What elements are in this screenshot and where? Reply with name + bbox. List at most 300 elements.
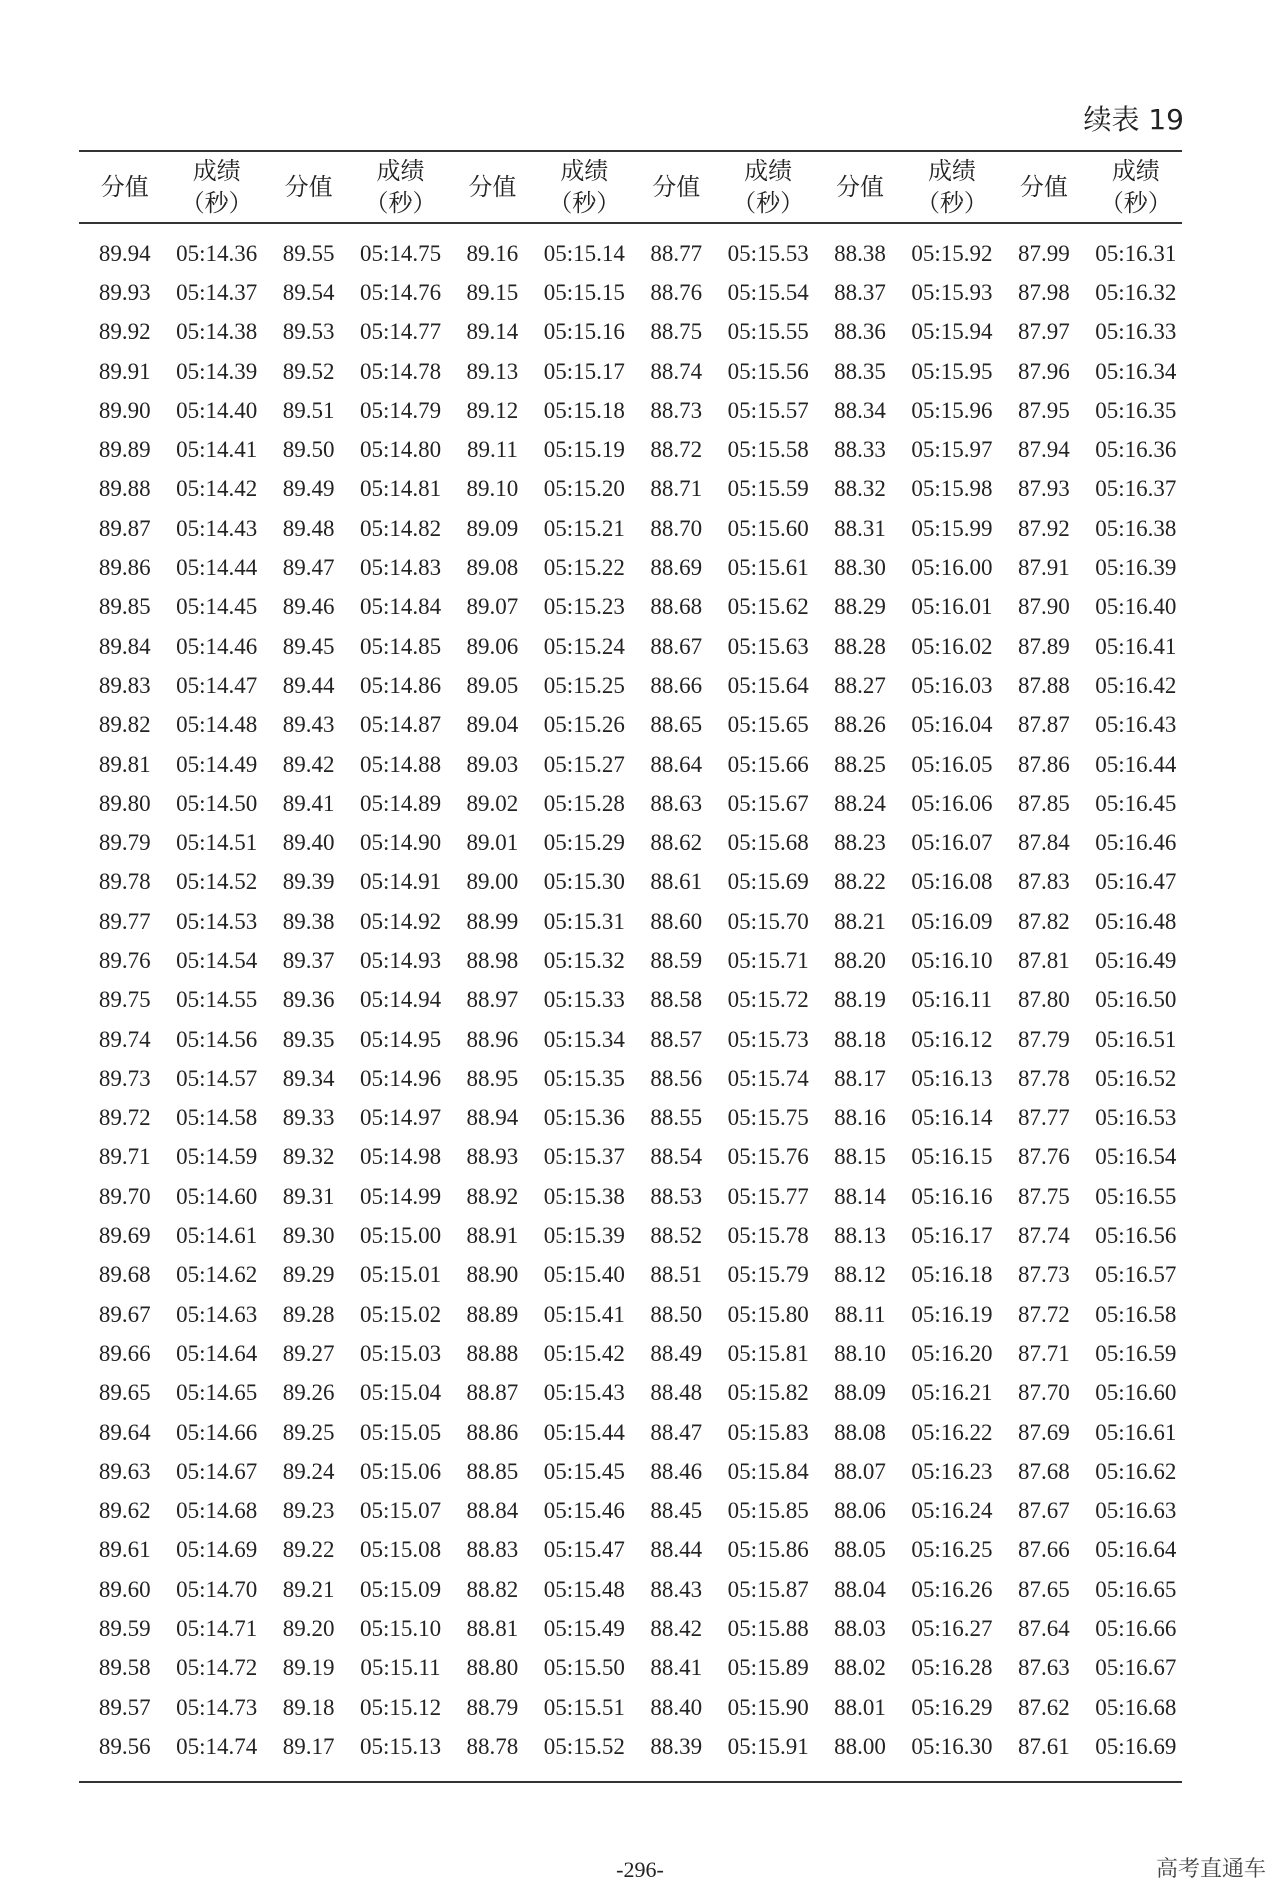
score-cell: 87.93 (1017, 476, 1070, 502)
score-cell: 89.42 (282, 751, 335, 777)
score-cell: 89.04 (466, 712, 519, 738)
score-cell: 88.44 (650, 1537, 703, 1563)
time-cell: 05:15.18 (543, 397, 625, 423)
time-cell: 05:16.07 (911, 830, 993, 856)
score-cell: 88.00 (834, 1733, 886, 1759)
time-cell: 05:14.66 (176, 1419, 258, 1445)
table-row (79, 706, 1182, 745)
time-cell: 05:16.28 (911, 1655, 993, 1681)
score-cell: 88.94 (466, 1105, 519, 1131)
score-cell: 88.32 (834, 476, 886, 502)
score-cell: 87.69 (1017, 1419, 1070, 1445)
time-cell: 05:15.10 (359, 1616, 442, 1642)
score-cell: 87.62 (1017, 1694, 1070, 1720)
time-cell: 05:15.61 (727, 555, 809, 581)
time-cell: 05:15.77 (727, 1183, 809, 1209)
time-cell: 05:14.60 (176, 1183, 258, 1209)
header-row (79, 151, 1182, 223)
table-row (79, 352, 1182, 391)
score-cell: 88.11 (834, 1301, 886, 1327)
time-cell: 05:16.33 (1095, 319, 1177, 345)
score-cell: 88.73 (650, 397, 703, 423)
score-cell: 88.14 (834, 1183, 886, 1209)
time-cell: 05:15.28 (543, 790, 625, 816)
table-row (79, 1649, 1182, 1688)
score-cell: 89.36 (282, 987, 335, 1013)
column-header-label: 分值 (652, 173, 701, 201)
score-cell: 87.61 (1017, 1733, 1070, 1759)
score-cell: 88.68 (650, 594, 703, 620)
score-cell: 88.90 (466, 1262, 519, 1288)
time-cell: 05:14.59 (176, 1144, 258, 1170)
table-row (79, 863, 1182, 902)
column-header-unit: （秒） (548, 189, 621, 217)
score-cell: 88.92 (466, 1183, 519, 1209)
time-cell: 05:15.30 (543, 869, 625, 895)
score-cell: 89.00 (466, 869, 519, 895)
score-cell: 88.33 (834, 437, 886, 463)
time-cell: 05:15.19 (543, 437, 625, 463)
score-cell: 89.63 (98, 1458, 151, 1484)
score-cell: 87.89 (1017, 633, 1070, 659)
score-table-container (79, 150, 1182, 1783)
table-row (79, 1295, 1182, 1334)
time-cell: 05:14.51 (176, 830, 258, 856)
column-header (79, 151, 171, 223)
score-cell: 88.85 (466, 1458, 519, 1484)
score-cell: 87.63 (1017, 1655, 1070, 1681)
time-cell: 05:14.37 (176, 279, 258, 305)
time-cell: 05:16.55 (1095, 1183, 1177, 1209)
time-cell: 05:15.55 (727, 319, 809, 345)
time-cell: 05:14.57 (176, 1065, 258, 1091)
score-cell: 88.91 (466, 1223, 519, 1249)
time-cell: 05:16.15 (911, 1144, 993, 1170)
time-cell: 05:14.68 (176, 1498, 258, 1524)
time-cell: 05:16.61 (1095, 1419, 1177, 1445)
time-cell: 05:15.85 (727, 1498, 809, 1524)
score-cell: 89.73 (98, 1065, 151, 1091)
time-cell: 05:14.47 (176, 672, 258, 698)
score-cell: 89.25 (282, 1419, 335, 1445)
time-cell: 05:14.52 (176, 869, 258, 895)
time-cell: 05:16.03 (911, 672, 993, 698)
time-cell: 05:16.50 (1095, 987, 1177, 1013)
column-header (354, 151, 446, 223)
time-cell: 05:16.29 (911, 1694, 993, 1720)
score-cell: 88.99 (466, 908, 519, 934)
score-cell: 87.64 (1017, 1616, 1070, 1642)
time-cell: 05:14.94 (359, 987, 442, 1013)
score-cell: 87.87 (1017, 712, 1070, 738)
time-cell: 05:15.60 (727, 515, 809, 541)
time-cell: 05:15.21 (543, 515, 625, 541)
score-cell: 88.53 (650, 1183, 703, 1209)
score-cell: 88.71 (650, 476, 703, 502)
time-cell: 05:14.49 (176, 751, 258, 777)
score-cell: 88.60 (650, 908, 703, 934)
score-cell: 87.86 (1017, 751, 1070, 777)
time-cell: 05:15.00 (359, 1223, 442, 1249)
time-cell: 05:15.91 (727, 1733, 809, 1759)
time-cell: 05:15.02 (359, 1301, 442, 1327)
table-row (79, 223, 1182, 273)
column-header-label: 成绩 (1111, 157, 1160, 185)
score-cell: 88.64 (650, 751, 703, 777)
score-cell: 89.35 (282, 1026, 335, 1052)
time-cell: 05:14.82 (359, 515, 442, 541)
table-row (79, 588, 1182, 627)
score-cell: 89.90 (98, 397, 151, 423)
time-cell: 05:16.25 (911, 1537, 993, 1563)
time-cell: 05:14.58 (176, 1105, 258, 1131)
table-row (79, 430, 1182, 469)
score-cell: 89.48 (282, 515, 335, 541)
time-cell: 05:15.33 (543, 987, 625, 1013)
time-cell: 05:15.47 (543, 1537, 625, 1563)
time-cell: 05:16.59 (1095, 1340, 1177, 1366)
score-cell: 88.12 (834, 1262, 886, 1288)
time-cell: 05:15.70 (727, 908, 809, 934)
score-cell: 88.16 (834, 1105, 886, 1131)
time-cell: 05:16.18 (911, 1262, 993, 1288)
score-cell: 88.37 (834, 279, 886, 305)
time-cell: 05:15.72 (727, 987, 809, 1013)
time-cell: 05:15.44 (543, 1419, 625, 1445)
score-cell: 87.95 (1017, 397, 1070, 423)
score-cell: 88.03 (834, 1616, 886, 1642)
score-cell: 88.34 (834, 397, 886, 423)
score-cell: 88.43 (650, 1576, 703, 1602)
score-cell: 89.83 (98, 672, 151, 698)
time-cell: 05:14.92 (359, 908, 442, 934)
time-cell: 05:16.52 (1095, 1065, 1177, 1091)
score-cell: 89.72 (98, 1105, 151, 1131)
score-cell: 87.71 (1017, 1340, 1070, 1366)
score-cell: 89.89 (98, 437, 151, 463)
score-cell: 88.58 (650, 987, 703, 1013)
score-cell: 88.74 (650, 358, 703, 384)
time-cell: 05:15.73 (727, 1026, 809, 1052)
score-cell: 88.39 (650, 1733, 703, 1759)
score-cell: 89.26 (282, 1380, 335, 1406)
score-cell: 89.56 (98, 1733, 151, 1759)
time-cell: 05:16.20 (911, 1340, 993, 1366)
score-cell: 89.69 (98, 1223, 151, 1249)
time-cell: 05:15.25 (543, 672, 625, 698)
time-cell: 05:15.35 (543, 1065, 625, 1091)
score-cell: 89.02 (466, 790, 519, 816)
score-cell: 89.08 (466, 555, 519, 581)
score-cell: 88.28 (834, 633, 886, 659)
score-cell: 89.03 (466, 751, 519, 777)
time-cell: 05:14.84 (359, 594, 442, 620)
score-cell: 87.79 (1017, 1026, 1070, 1052)
time-cell: 05:14.98 (359, 1144, 442, 1170)
time-cell: 05:16.06 (911, 790, 993, 816)
score-cell: 88.47 (650, 1419, 703, 1445)
time-cell: 05:16.64 (1095, 1537, 1177, 1563)
time-cell: 05:14.43 (176, 515, 258, 541)
score-cell: 88.95 (466, 1065, 519, 1091)
column-header-label: 分值 (468, 173, 517, 201)
table-row (79, 1452, 1182, 1491)
time-cell: 05:16.01 (911, 594, 993, 620)
score-cell: 87.94 (1017, 437, 1070, 463)
time-cell: 05:15.06 (359, 1458, 442, 1484)
time-cell: 05:14.74 (176, 1733, 258, 1759)
score-cell: 89.10 (466, 476, 519, 502)
score-cell: 88.19 (834, 987, 886, 1013)
time-cell: 05:16.68 (1095, 1694, 1177, 1720)
column-header (1090, 151, 1182, 223)
column-header-unit: （秒） (732, 189, 805, 217)
score-cell: 88.84 (466, 1498, 519, 1524)
time-cell: 05:16.09 (911, 908, 993, 934)
score-cell: 87.67 (1017, 1498, 1070, 1524)
time-cell: 05:16.36 (1095, 437, 1177, 463)
score-cell: 87.75 (1017, 1183, 1070, 1209)
table-row (79, 391, 1182, 430)
score-cell: 89.87 (98, 515, 151, 541)
table-row (79, 1570, 1182, 1609)
score-cell: 88.10 (834, 1340, 886, 1366)
time-cell: 05:14.50 (176, 790, 258, 816)
score-cell: 88.62 (650, 830, 703, 856)
score-cell: 88.13 (834, 1223, 886, 1249)
time-cell: 05:15.58 (727, 437, 809, 463)
time-cell: 05:14.71 (176, 1616, 258, 1642)
time-cell: 05:14.81 (359, 476, 442, 502)
score-cell: 88.97 (466, 987, 519, 1013)
time-cell: 05:16.22 (911, 1419, 993, 1445)
time-cell: 05:14.72 (176, 1655, 258, 1681)
score-cell: 87.85 (1017, 790, 1070, 816)
time-cell: 05:15.95 (911, 358, 993, 384)
time-cell: 05:14.39 (176, 358, 258, 384)
score-cell: 89.82 (98, 712, 151, 738)
time-cell: 05:15.93 (911, 279, 993, 305)
score-cell: 89.07 (466, 594, 519, 620)
time-cell: 05:14.85 (359, 633, 442, 659)
table-row (79, 1177, 1182, 1216)
time-cell: 05:14.89 (359, 790, 442, 816)
score-cell: 88.59 (650, 947, 703, 973)
time-cell: 05:16.10 (911, 947, 993, 973)
table-row (79, 1334, 1182, 1373)
score-cell: 88.78 (466, 1733, 519, 1759)
time-cell: 05:14.65 (176, 1380, 258, 1406)
table-row (79, 1059, 1182, 1098)
time-cell: 05:15.59 (727, 476, 809, 502)
time-cell: 05:14.61 (176, 1223, 258, 1249)
score-cell: 89.30 (282, 1223, 335, 1249)
time-cell: 05:14.76 (359, 279, 442, 305)
time-cell: 05:15.76 (727, 1144, 809, 1170)
time-cell: 05:14.64 (176, 1340, 258, 1366)
time-cell: 05:15.14 (543, 240, 625, 266)
time-cell: 05:15.48 (543, 1576, 625, 1602)
table-row (79, 548, 1182, 587)
time-cell: 05:16.49 (1095, 947, 1177, 973)
table-row (79, 1374, 1182, 1413)
time-cell: 05:15.08 (359, 1537, 442, 1563)
score-cell: 89.22 (282, 1537, 335, 1563)
score-cell: 88.52 (650, 1223, 703, 1249)
score-cell: 88.23 (834, 830, 886, 856)
score-cell: 89.77 (98, 908, 151, 934)
time-cell: 05:15.82 (727, 1380, 809, 1406)
score-cell: 89.80 (98, 790, 151, 816)
time-cell: 05:14.83 (359, 555, 442, 581)
time-cell: 05:16.17 (911, 1223, 993, 1249)
time-cell: 05:16.47 (1095, 869, 1177, 895)
time-cell: 05:16.21 (911, 1380, 993, 1406)
score-cell: 89.13 (466, 358, 519, 384)
score-cell: 88.09 (834, 1380, 886, 1406)
column-header-label: 成绩 (376, 157, 425, 185)
score-cell: 89.62 (98, 1498, 151, 1524)
score-cell: 88.88 (466, 1340, 519, 1366)
column-header-label: 分值 (100, 173, 149, 201)
time-cell: 05:15.04 (359, 1380, 442, 1406)
score-cell: 88.86 (466, 1419, 519, 1445)
time-cell: 05:14.86 (359, 672, 442, 698)
table-row (79, 981, 1182, 1020)
time-cell: 05:15.50 (543, 1655, 625, 1681)
score-cell: 89.38 (282, 908, 335, 934)
time-cell: 05:14.56 (176, 1026, 258, 1052)
score-cell: 88.46 (650, 1458, 703, 1484)
score-cell: 88.31 (834, 515, 886, 541)
time-cell: 05:16.42 (1095, 672, 1177, 698)
score-cell: 89.93 (98, 279, 151, 305)
time-cell: 05:14.93 (359, 947, 442, 973)
score-cell: 89.71 (98, 1144, 151, 1170)
table-row (79, 627, 1182, 666)
score-cell: 89.01 (466, 830, 519, 856)
time-cell: 05:16.56 (1095, 1223, 1177, 1249)
time-cell: 05:15.16 (543, 319, 625, 345)
score-table (79, 150, 1182, 1783)
score-cell: 87.99 (1017, 240, 1070, 266)
time-cell: 05:16.34 (1095, 358, 1177, 384)
score-cell: 88.49 (650, 1340, 703, 1366)
time-cell: 05:14.36 (176, 240, 258, 266)
score-cell: 89.52 (282, 358, 335, 384)
score-cell: 87.76 (1017, 1144, 1070, 1170)
time-cell: 05:16.67 (1095, 1655, 1177, 1681)
score-cell: 88.36 (834, 319, 886, 345)
score-cell: 88.98 (466, 947, 519, 973)
score-cell: 89.15 (466, 279, 519, 305)
score-cell: 88.29 (834, 594, 886, 620)
time-cell: 05:16.02 (911, 633, 993, 659)
score-cell: 89.51 (282, 397, 335, 423)
column-header-label: 成绩 (192, 157, 241, 185)
table-row (79, 1020, 1182, 1059)
table-row (79, 313, 1182, 352)
score-cell: 89.45 (282, 633, 335, 659)
score-cell: 89.61 (98, 1537, 151, 1563)
time-cell: 05:15.49 (543, 1616, 625, 1642)
score-cell: 88.81 (466, 1616, 519, 1642)
time-cell: 05:15.67 (727, 790, 809, 816)
time-cell: 05:16.53 (1095, 1105, 1177, 1131)
time-cell: 05:16.35 (1095, 397, 1177, 423)
time-cell: 05:15.12 (359, 1694, 442, 1720)
score-cell: 89.55 (282, 240, 335, 266)
time-cell: 05:16.16 (911, 1183, 993, 1209)
score-cell: 89.34 (282, 1065, 335, 1091)
score-cell: 88.41 (650, 1655, 703, 1681)
score-cell: 89.33 (282, 1105, 335, 1131)
score-cell: 89.12 (466, 397, 519, 423)
time-cell: 05:16.63 (1095, 1498, 1177, 1524)
time-cell: 05:14.44 (176, 555, 258, 581)
time-cell: 05:14.95 (359, 1026, 442, 1052)
score-cell: 89.58 (98, 1655, 151, 1681)
time-cell: 05:15.65 (727, 712, 809, 738)
time-cell: 05:15.98 (911, 476, 993, 502)
score-cell: 89.20 (282, 1616, 335, 1642)
score-cell: 88.15 (834, 1144, 886, 1170)
score-cell: 89.86 (98, 555, 151, 581)
time-cell: 05:15.24 (543, 633, 625, 659)
score-cell: 87.84 (1017, 830, 1070, 856)
score-cell: 88.65 (650, 712, 703, 738)
score-cell: 87.66 (1017, 1537, 1070, 1563)
time-cell: 05:15.62 (727, 594, 809, 620)
score-cell: 88.82 (466, 1576, 519, 1602)
score-cell: 88.89 (466, 1301, 519, 1327)
score-cell: 88.72 (650, 437, 703, 463)
table-row (79, 1688, 1182, 1727)
time-cell: 05:14.48 (176, 712, 258, 738)
score-cell: 88.50 (650, 1301, 703, 1327)
time-cell: 05:16.24 (911, 1498, 993, 1524)
time-cell: 05:15.57 (727, 397, 809, 423)
time-cell: 05:15.41 (543, 1301, 625, 1327)
score-cell: 89.29 (282, 1262, 335, 1288)
time-cell: 05:15.53 (727, 240, 809, 266)
time-cell: 05:15.26 (543, 712, 625, 738)
score-cell: 88.18 (834, 1026, 886, 1052)
score-cell: 89.66 (98, 1340, 151, 1366)
score-cell: 88.35 (834, 358, 886, 384)
time-cell: 05:16.46 (1095, 830, 1177, 856)
column-header (906, 151, 998, 223)
table-row (79, 1492, 1182, 1531)
time-cell: 05:14.99 (359, 1183, 442, 1209)
time-cell: 05:15.15 (543, 279, 625, 305)
time-cell: 05:15.22 (543, 555, 625, 581)
score-cell: 88.07 (834, 1458, 886, 1484)
time-cell: 05:14.40 (176, 397, 258, 423)
score-cell: 88.25 (834, 751, 886, 777)
time-cell: 05:14.79 (359, 397, 442, 423)
time-cell: 05:15.79 (727, 1262, 809, 1288)
score-cell: 89.18 (282, 1694, 335, 1720)
score-cell: 87.91 (1017, 555, 1070, 581)
score-cell: 87.80 (1017, 987, 1070, 1013)
time-cell: 05:15.88 (727, 1616, 809, 1642)
time-cell: 05:16.27 (911, 1616, 993, 1642)
table-row (79, 470, 1182, 509)
time-cell: 05:16.39 (1095, 555, 1177, 581)
score-cell: 88.54 (650, 1144, 703, 1170)
time-cell: 05:15.13 (359, 1733, 442, 1759)
